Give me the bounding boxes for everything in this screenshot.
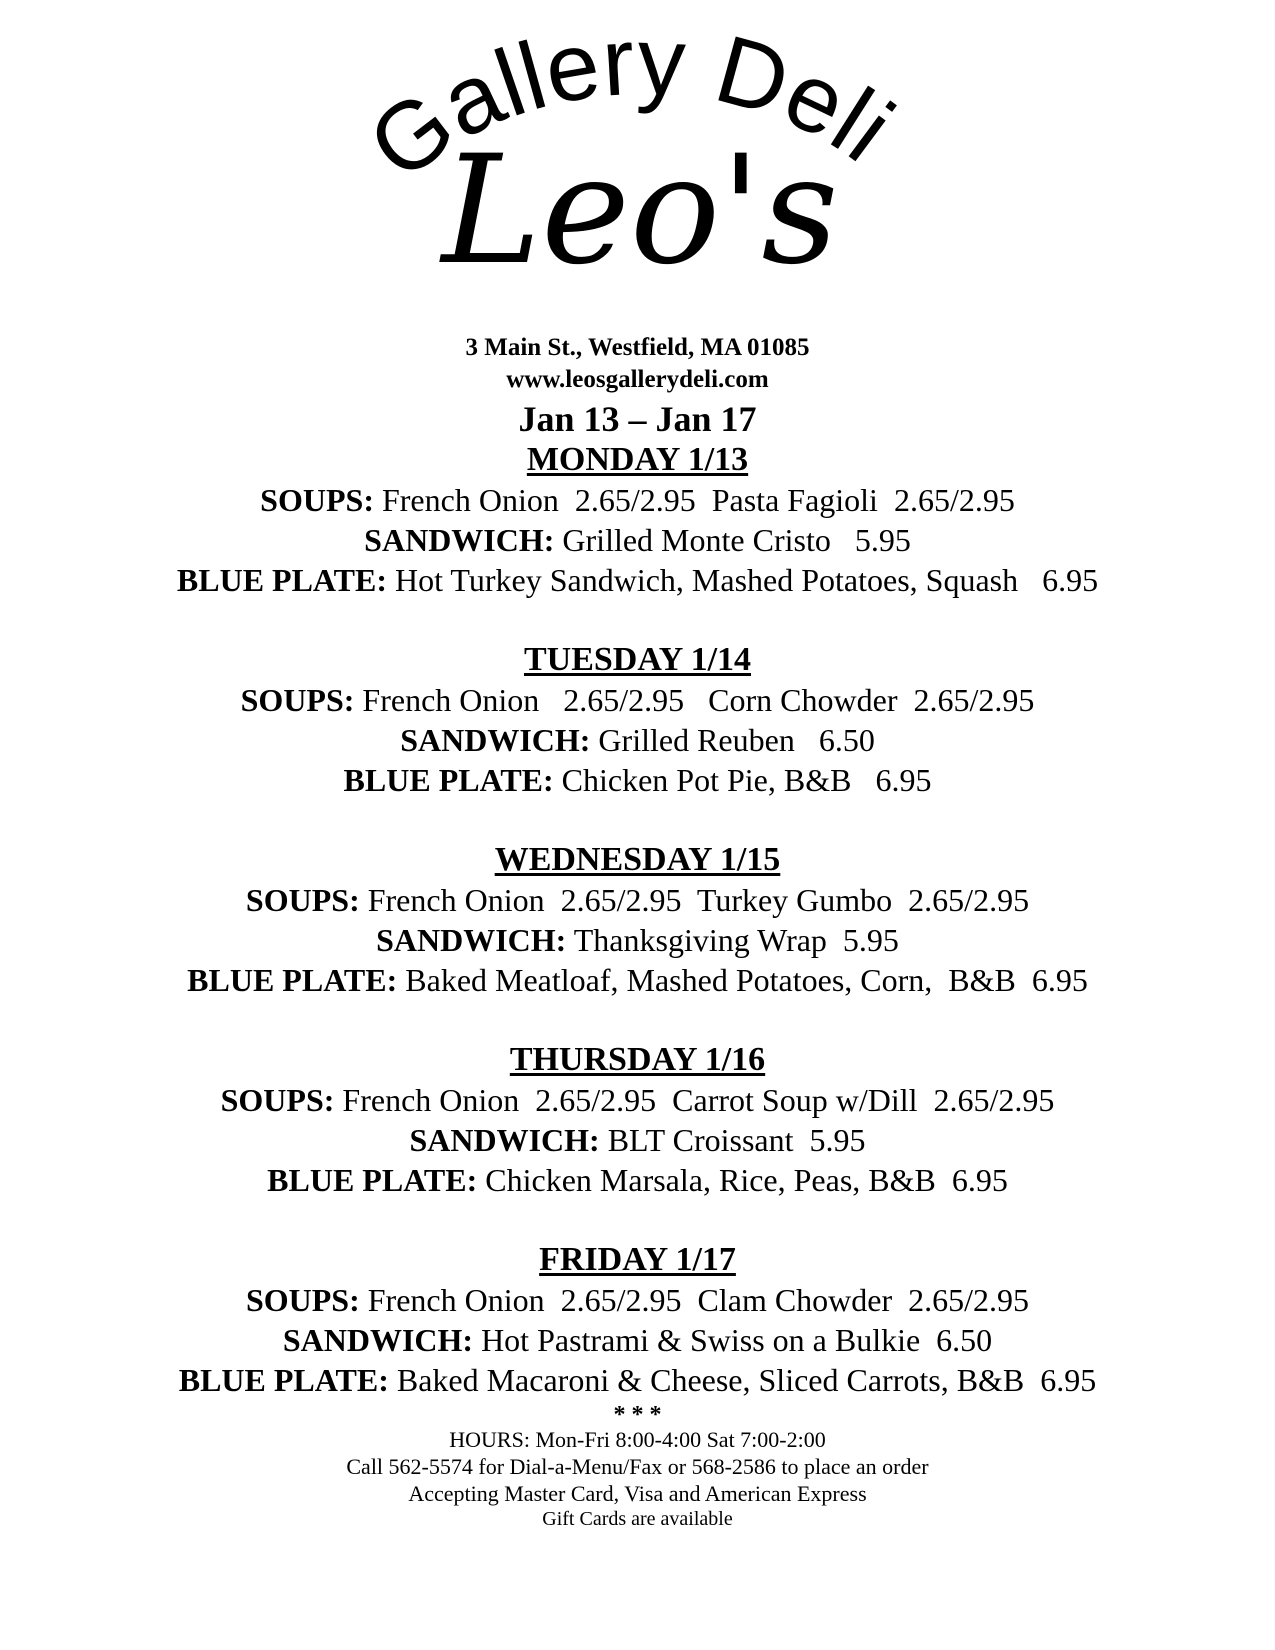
blue-plate-label: BLUE PLATE:	[176, 562, 387, 598]
sandwich-label: SANDWICH:	[282, 1322, 474, 1358]
soups-text: French Onion 2.65/2.95 Corn Chowder 2.65/2.95	[354, 682, 1035, 718]
soups-label: SOUPS:	[245, 1282, 360, 1318]
soups-text: French Onion 2.65/2.95 Pasta Fagioli 2.65/2.95	[373, 482, 1015, 518]
phone-info: Call 562-5574 for Dial-a-Menu/Fax or 568-2586 to place an order	[346, 1454, 929, 1479]
sandwich-line	[0, 720, 1275, 760]
blue-plate-label: BLUE PLATE:	[267, 1162, 478, 1198]
soups-label: SOUPS:	[245, 882, 360, 918]
soups-line	[0, 480, 1275, 520]
logo-script-text: Leo's	[441, 124, 839, 298]
date-range: Jan 13 – Jan 17	[518, 399, 757, 439]
day-friday	[0, 1240, 1275, 1400]
day-title: TUESDAY 1/14	[523, 641, 752, 678]
sandwich-text: Grilled Reuben 6.50	[590, 722, 875, 758]
soups-line	[0, 1080, 1275, 1120]
day-title: MONDAY 1/13	[526, 441, 749, 478]
separator: * * *	[613, 1402, 662, 1428]
blue-plate-text: Chicken Pot Pie, B&B 6.95	[553, 762, 932, 798]
hours: HOURS: Mon-Fri 8:00-4:00 Sat 7:00-2:00	[449, 1427, 826, 1452]
gift-cards: Gift Cards are available	[542, 1508, 733, 1530]
sandwich-line	[0, 1320, 1275, 1360]
day-title: WEDNESDAY 1/15	[494, 841, 781, 878]
blue-plate-label: BLUE PLATE:	[343, 762, 554, 798]
sandwich-text: Thanksgiving Wrap 5.95	[566, 922, 899, 958]
soups-label: SOUPS:	[220, 1082, 335, 1118]
day-thursday	[0, 1040, 1275, 1200]
payment-info: Accepting Master Card, Visa and American Express	[408, 1481, 867, 1506]
leos-gallery-deli-logo	[0, 0, 1275, 330]
blue-plate-line	[0, 560, 1275, 600]
sandwich-text: BLT Croissant 5.95	[599, 1122, 866, 1158]
blue-plate-label: BLUE PLATE:	[187, 962, 398, 998]
blue-plate-line	[0, 1360, 1275, 1400]
blue-plate-text: Baked Macaroni & Cheese, Sliced Carrots, B&B 6.95	[388, 1362, 1097, 1398]
soups-text: French Onion 2.65/2.95 Turkey Gumbo 2.65/2.95	[359, 882, 1030, 918]
day-wednesday	[0, 840, 1275, 1000]
menu-content	[0, 332, 1275, 1531]
blue-plate-line	[0, 1160, 1275, 1200]
soups-line	[0, 1280, 1275, 1320]
blue-plate-line	[0, 960, 1275, 1000]
sandwich-text: Hot Pastrami & Swiss on a Bulkie 6.50	[473, 1322, 993, 1358]
blue-plate-text: Hot Turkey Sandwich, Mashed Potatoes, Squash 6.95	[387, 562, 1099, 598]
day-tuesday	[0, 640, 1275, 800]
logo-arc-text: Gallery Deli	[349, 7, 912, 201]
soups-line	[0, 680, 1275, 720]
sandwich-line	[0, 1120, 1275, 1160]
soups-text: French Onion 2.65/2.95 Carrot Soup w/Dill 2.65/2.95	[334, 1082, 1055, 1118]
day-title: THURSDAY 1/16	[509, 1041, 766, 1078]
soups-label: SOUPS:	[260, 482, 374, 518]
day-title: FRIDAY 1/17	[539, 1241, 736, 1278]
blue-plate-label: BLUE PLATE:	[178, 1362, 389, 1398]
soups-line	[0, 880, 1275, 920]
sandwich-label: SANDWICH:	[409, 1122, 600, 1158]
blue-plate-text: Baked Meatloaf, Mashed Potatoes, Corn, B&B 6.95	[397, 962, 1088, 998]
soups-label: SOUPS:	[240, 682, 355, 718]
blue-plate-text: Chicken Marsala, Rice, Peas, B&B 6.95	[477, 1162, 1008, 1198]
sandwich-line	[0, 920, 1275, 960]
website: www.leosgallerydeli.com	[506, 366, 769, 393]
blue-plate-line	[0, 760, 1275, 800]
sandwich-label: SANDWICH:	[364, 522, 555, 558]
day-monday	[0, 440, 1275, 600]
sandwich-label: SANDWICH:	[376, 922, 567, 958]
sandwich-line	[0, 520, 1275, 560]
sandwich-text: Grilled Monte Cristo 5.95	[554, 522, 911, 558]
sandwich-label: SANDWICH:	[400, 722, 591, 758]
address: 3 Main St., Westfield, MA 01085	[465, 334, 810, 361]
soups-text: French Onion 2.65/2.95 Clam Chowder 2.65/2.95	[359, 1282, 1030, 1318]
